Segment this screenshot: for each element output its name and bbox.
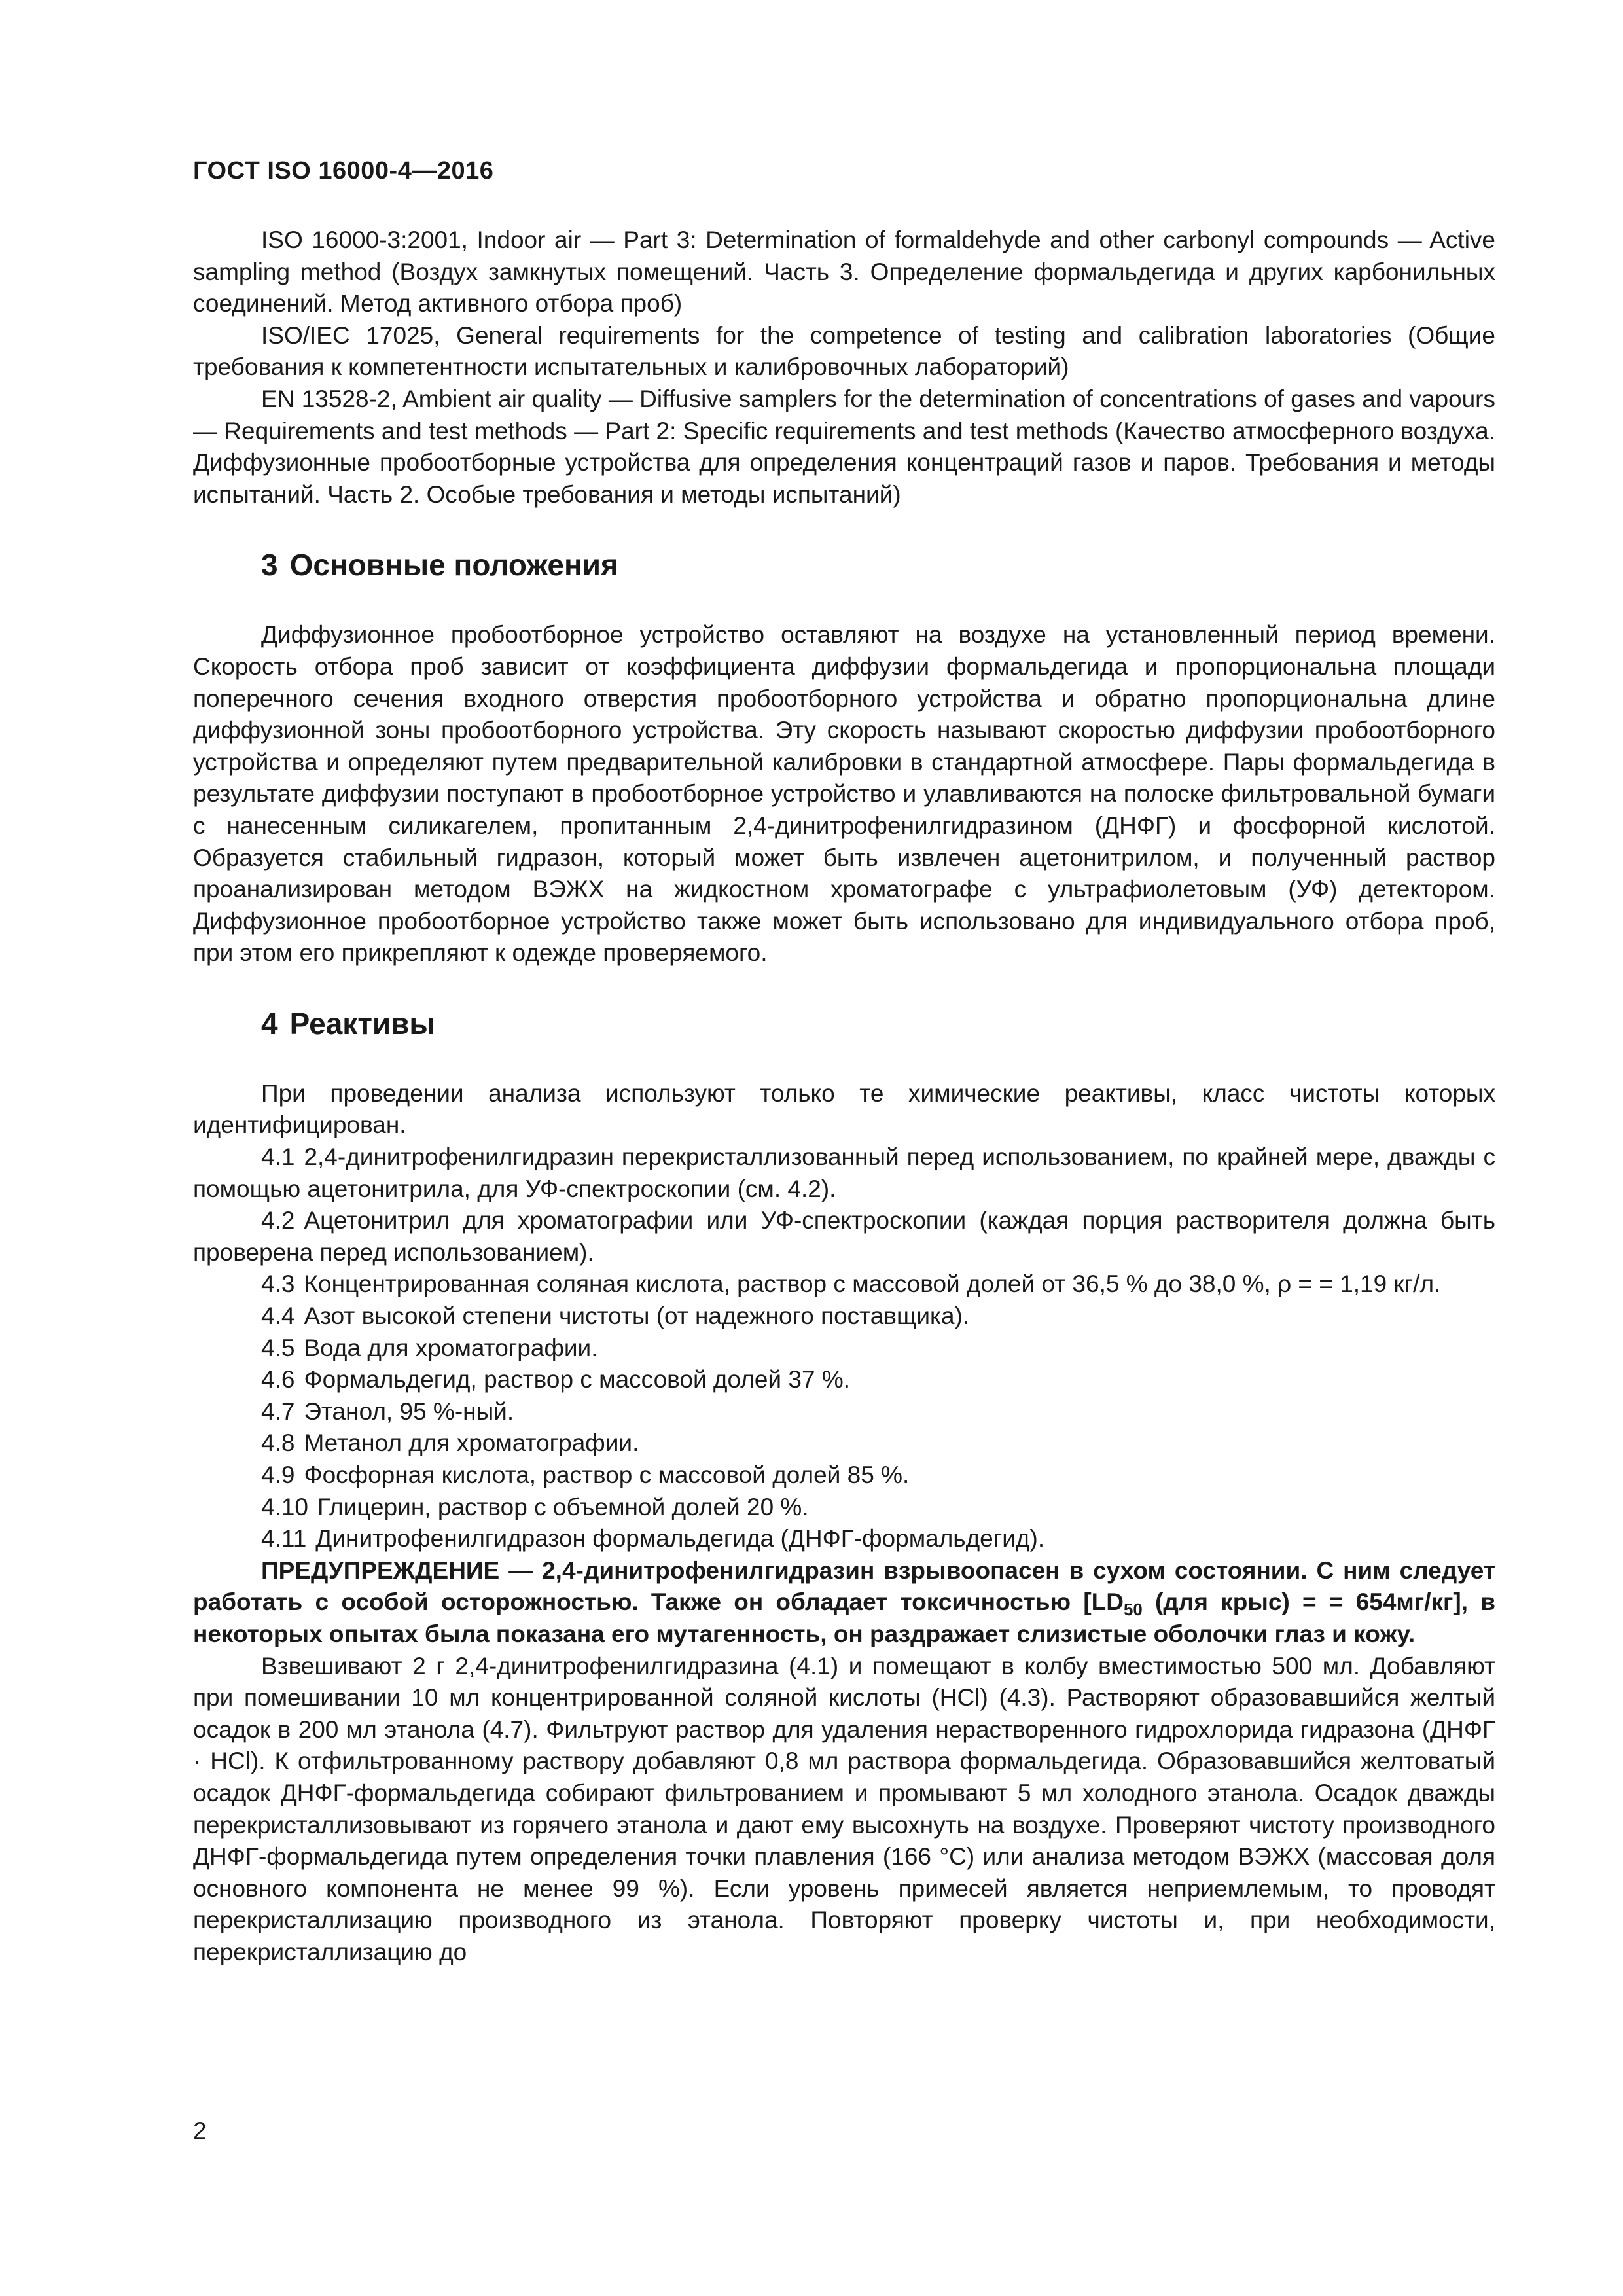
section-4-heading: [261, 1006, 1495, 1041]
item-text: Метанол для хроматографии.: [304, 1429, 639, 1457]
item-number: 4.3: [261, 1270, 295, 1298]
item-number: 4.6: [261, 1366, 295, 1393]
item-number: 4.9: [261, 1462, 295, 1488]
item-text: Формальдегид, раствор с массовой долей 37 %.: [304, 1366, 850, 1393]
list-item: [193, 1396, 1495, 1428]
section-3-body: Диффузионное пробоотборное устройство оставляют на воздухе на установленный период времени. Скорость отбора проб зависит от коэффициента диффузии формальдегида и пропорциональна площади поперечного сечения входного отверстия пробоотборного устройства и обратно пропорциональна длине диффузионной зоны пробоотборного устройства. Эту скорость называют скоростью диффузии пробоотборного устройства и определяют путем предварительной калибровки в стандартной атмосфере. Пары формальдегида в результате диффузии поступают в пробоотборное устройство и улавливаются на полоске фильтровальной бумаги с нанесенным силикагелем, пропитанным 2,4-динитрофенилгидразином (ДНФГ) и фосфорной кислотой. Образуется стабильный гидразон, который может быть извлечен ацетонитрилом, и полученный раствор проанализирован методом ВЭЖХ на жидкостном хроматографе с ультрафиолетовым (УФ) детектором. Диффузионное пробоотборное устройство также может быть использовано для индивидуального отбора проб, при этом его прикрепляют к одежде проверяемого.: [193, 621, 1495, 967]
item-text: Глицерин, раствор с объемной долей 20 %.: [317, 1493, 809, 1520]
warning-text-part1: ПРЕДУПРЕЖДЕНИЕ — 2,4-динитрофенилгидразин взрывоопасен в сухом состоянии. С ним следует работать с особой осторожностью. Также он обладает токсичностью [LD: [193, 1556, 1495, 1616]
list-item: [193, 1205, 1495, 1268]
item-text: Динитрофенилгидразон формальдегида (ДНФГ-формальдегид).: [315, 1525, 1045, 1552]
safety-warning: [193, 1555, 1495, 1651]
section-3-heading: [261, 547, 1495, 583]
document-header: ГОСТ ISO 16000-4—2016: [193, 157, 494, 185]
section-title: Основные положения: [289, 548, 618, 583]
item-number: 4.7: [261, 1397, 295, 1425]
item-number: 4.11: [261, 1525, 307, 1552]
reference-item: EN 13528-2, Ambient air quality — Diffusive samplers for the determination of concentrations of gases and vapours — Requirements and test methods — Part 2: Specific requirements and test methods (Качество атмосферного воздуха. Диффузионные пробоотборные устройства для определения концентраций газов и паров. Требования и методы испытаний. Часть 2. Особые требования и методы испытаний): [193, 385, 1495, 508]
list-item: [193, 1141, 1495, 1205]
list-item: [193, 1492, 1495, 1524]
list-item: [193, 1268, 1495, 1300]
warning-subscript: 50: [1124, 1601, 1143, 1620]
list-item: [193, 1523, 1495, 1555]
item-text: Этанол, 95 %-ный.: [304, 1397, 514, 1425]
section-title: Реактивы: [289, 1006, 435, 1041]
item-number: 4.10: [261, 1493, 309, 1520]
item-text: Вода для хроматографии.: [304, 1334, 598, 1361]
item-number: 4.5: [261, 1334, 295, 1361]
item-number: 4.8: [261, 1429, 295, 1457]
references-list: [193, 224, 1495, 511]
list-item: [193, 1460, 1495, 1492]
reference-item: ISO/IEC 17025, General requirements for the competence of testing and calibration laboratories (Общие требования к компетентности испытательных и калибровочных лабораторий): [193, 321, 1495, 381]
item-text: Концентрированная соляная кислота, раствор с массовой долей от 36,5 % до 38,0 %, ρ = = 1,19 кг/л.: [304, 1270, 1441, 1298]
item-text: Ацетонитрил для хроматографии или УФ-спектроскопии (каждая порция растворителя должна быть проверена перед использованием).: [193, 1207, 1495, 1266]
list-item: [193, 1364, 1495, 1396]
section-number: 3: [261, 548, 278, 583]
reference-item: ISO 16000-3:2001, Indoor air — Part 3: Determination of formaldehyde and other carbonyl compounds — Active sampling method (Воздух замкнутых помещений. Часть 3. Определение формальдегида и других карбонильных соединений. Метод активного отбора проб): [193, 226, 1495, 317]
reagents-list: [193, 1141, 1495, 1555]
item-number: 4.2: [261, 1207, 295, 1234]
document-page: [193, 157, 1495, 1969]
section-4-intro: При проведении анализа используют только те химические реактивы, класс чистоты которых идентифицирован.: [193, 1079, 1495, 1139]
item-text: Азот высокой степени чистоты (от надежного поставщика).: [304, 1302, 970, 1330]
item-text: 2,4-динитрофенилгидразин перекристаллизованный перед использованием, по крайней мере, дважды с помощью ацетонитрила, для УФ-спектроскопии (см. 4.2).: [193, 1143, 1495, 1202]
item-number: 4.4: [261, 1302, 295, 1330]
section-number: 4: [261, 1006, 278, 1041]
page-number: 2: [193, 2117, 207, 2144]
warning-text-part2: (для крыс) = = 654мг/кг], в некоторых опытах была показана его мутагенность, он раздражает слизистые оболочки глаз и кожу.: [193, 1588, 1495, 1647]
item-number: 4.1: [261, 1143, 295, 1171]
preparation-procedure: Взвешивают 2 г 2,4-динитрофенилгидразина (4.1) и помещают в колбу вместимостью 500 мл. Добавляют при помешивании 10 мл концентрированной соляной кислоты (HCl) (4.3). Растворяют образовавшийся желтый осадок в 200 мл этанола (4.7). Фильтруют раствор для удаления нерастворенного гидрохлорида гидразона (ДНФГ · HCl). К отфильтрованному раствору добавляют 0,8 мл раствора формальдегида. Образовавшийся желтоватый осадок ДНФГ-формальдегида собирают фильтрованием и промывают 5 мл холодного этанола. Осадок дважды перекристаллизовывают из горячего этанола и дают ему высохнуть на воздухе. Проверяют чистоту производного ДНФГ-формальдегида путем определения точки плавления (166 °C) или анализа методом ВЭЖХ (массовая доля основного компонента не менее 99 %). Если уровень примесей является неприемлемым, то проводят перекристаллизацию производного из этанола. Повторяют проверку чистоты и, при необходимости, перекристаллизацию до: [193, 1652, 1495, 1965]
list-item: [193, 1333, 1495, 1365]
item-text: Фосфорная кислота, раствор с массовой долей 85 %.: [304, 1462, 910, 1488]
list-item: [193, 1427, 1495, 1460]
list-item: [193, 1300, 1495, 1333]
